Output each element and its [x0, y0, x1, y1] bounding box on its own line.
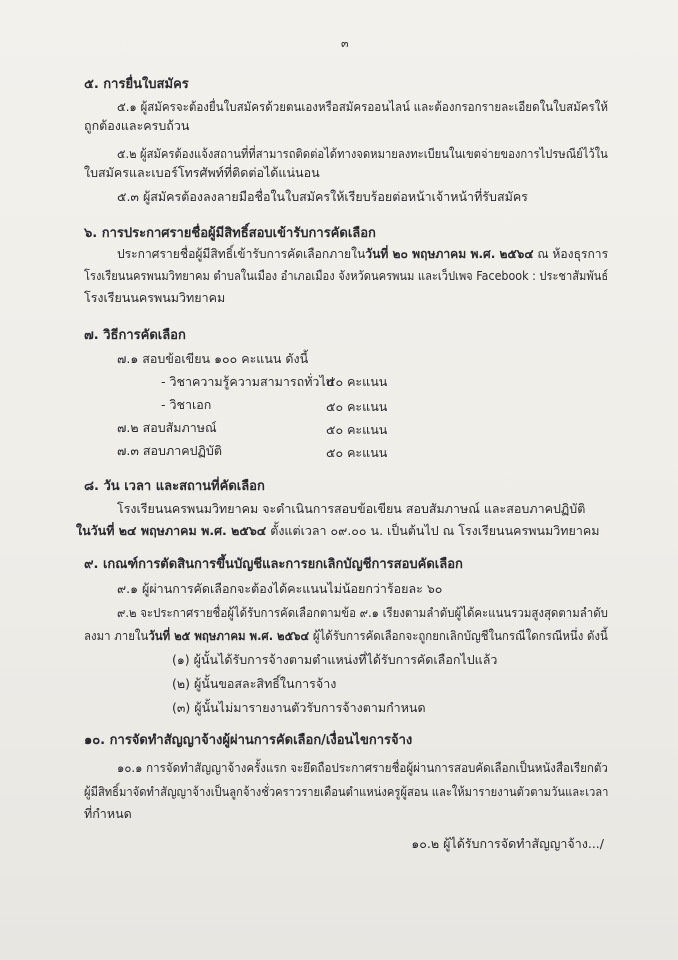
section-9-2-line-2: [84, 628, 608, 644]
section-5-2-line-1: ๕.๒ ผู้สมัครต้องแจ้งสถานที่ที่สามารถติดต่อได้ทางจดหมายลงทะเบียนในเขตจ่ายของการไปรษณีย์ไว้ใน: [117, 146, 608, 161]
section-7-3-score: ๕๐ คะแนน: [326, 445, 388, 460]
section-6-room: ณ ห้องธุรการ: [533, 246, 609, 261]
section-6-text: ประกาศรายชื่อผู้มีสิทธิ์เข้ารับการคัดเลือกภายใน: [117, 246, 366, 261]
section-8-line-1: โรงเรียนนครพนมวิทยาคม จะดำเนินการสอบข้อเขียน สอบสัมภาษณ์ และสอบภาคปฏิบัติ: [117, 501, 586, 516]
section-9-1: ๙.๑ ผู้ผ่านการคัดเลือกจะต้องได้คะแนนไม่น้อยกว่าร้อยละ ๖๐: [117, 581, 443, 596]
section-10-1-line-3: ที่กำหนด: [84, 806, 132, 821]
section-7-3: ๗.๓ สอบภาคปฏิบัติ: [117, 443, 222, 458]
section-8-time-place: ตั้งแต่เวลา ๐๙.๐๐ น. เป็นต้นไป ณ โรงเรียนนครพนมวิทยาคม: [266, 523, 600, 538]
section-6-line-2: โรงเรียนนครพนมวิทยาคม ตำบลในเมือง อำเภอเมือง จังหวัดนครพนม และเว็ปเพจ Facebook : ประชาสัมพันธ์: [84, 268, 609, 283]
section-7-1: ๗.๑ สอบข้อเขียน ๑๐๐ คะแนน ดังนี้: [117, 351, 309, 366]
section-6-line-1: [117, 246, 608, 262]
section-9-2-text: ลงมา ภายใน: [84, 628, 149, 643]
section-9-2-line-1: ๙.๒ จะประกาศรายชื่อผู้ได้รับการคัดเลือกตามข้อ ๙.๑ เรียงตามลำดับผู้ได้คะแนนรวมสูงสุดตามลำดับ: [117, 605, 608, 620]
section-9-condition-3: (๓) ผู้นั้นไม่มารายงานตัวรับการจ้างตามกำหนด: [172, 700, 426, 715]
section-9-2-date: วันที่ ๒๕ พฤษภาคม พ.ศ. ๒๕๖๔: [148, 628, 310, 643]
section-8-heading: ๘. วัน เวลา และสถานที่คัดเลือก: [84, 479, 265, 494]
section-10-1-line-2: ผู้มีสิทธิ์มาจัดทำสัญญาจ้างเป็นลูกจ้างชั่วคราวรายเดือนตำแหน่งครูผู้สอน และให้มารายงานตัวตามวันและเวลา: [84, 784, 609, 799]
section-8-date: ในวันที่ ๒๔ พฤษภาคม พ.ศ. ๒๕๖๔: [76, 523, 267, 538]
section-8-line-2: [76, 523, 599, 539]
continuation-note: ๑๐.๒ ผู้ได้รับการจัดทำสัญญาจ้าง.../: [411, 836, 604, 851]
section-10-1-line-1: ๑๐.๑ การจัดทำสัญญาจ้างครั้งแรก จะยึดถือประกาศรายชื่อผู้ผ่านการสอบคัดเลือกเป็นหนังสือเรียกตัว: [117, 760, 608, 775]
section-7-1-general-score: ๕๐ คะแนน: [326, 374, 388, 389]
section-6-line-3: โรงเรียนนครพนมวิทยาคม: [84, 290, 226, 305]
section-10-heading: ๑๐. การจัดทำสัญญาจ้างผู้ผ่านการคัดเลือก/เงื่อนไขการจ้าง: [84, 733, 413, 748]
section-7-heading: ๗. วิธีการคัดเลือก: [84, 328, 186, 343]
page-number: ๓: [341, 37, 349, 50]
section-7-1-major-score: ๕๐ คะแนน: [326, 399, 388, 414]
section-5-heading: ๕. การยื่นใบสมัคร: [84, 77, 189, 92]
section-9-2-rest: ผู้ได้รับการคัดเลือกจะถูกยกเลิกบัญชีในกรณีใดกรณีหนึ่ง ดังนี้: [309, 628, 608, 643]
section-9-heading: ๙. เกณฑ์การตัดสินการขึ้นบัญชีและการยกเลิกบัญชีการสอบคัดเลือก: [84, 557, 463, 572]
section-7-1-major: - วิชาเอก: [161, 397, 212, 412]
section-6-heading: ๖. การประกาศรายชื่อผู้มีสิทธิ์สอบเข้ารับการคัดเลือก: [84, 226, 376, 241]
section-7-1-general: - วิชาความรู้ความสามารถทั่วไป: [161, 374, 334, 389]
section-5-1-line-2: ถูกต้องและครบถ้วน: [84, 118, 190, 133]
section-9-condition-1: (๑) ผู้นั้นได้รับการจ้างตามตำแหน่งที่ได้รับการคัดเลือกไปแล้ว: [172, 652, 498, 667]
section-9-condition-2: (๒) ผู้นั้นขอสละสิทธิ์ในการจ้าง: [172, 676, 337, 691]
section-5-1-line-1: ๕.๑ ผู้สมัครจะต้องยื่นใบสมัครด้วยตนเองหรือสมัครออนไลน์ และต้องกรอกรายละเอียดในใบสมัครให้: [117, 99, 609, 114]
section-5-3: ๕.๓ ผู้สมัครต้องลงลายมือชื่อในใบสมัครให้เรียบร้อยต่อหน้าเจ้าหน้าที่รับสมัคร: [117, 189, 528, 204]
section-7-2-score: ๕๐ คะแนน: [326, 422, 388, 437]
section-6-date: วันที่ ๒๐ พฤษภาคม พ.ศ. ๒๕๖๔: [365, 246, 534, 261]
section-5-2-line-2: ใบสมัครและเบอร์โทรศัพท์ที่ติดต่อได้แน่นอน: [84, 165, 320, 180]
section-7-2: ๗.๒ สอบสัมภาษณ์: [117, 420, 217, 435]
